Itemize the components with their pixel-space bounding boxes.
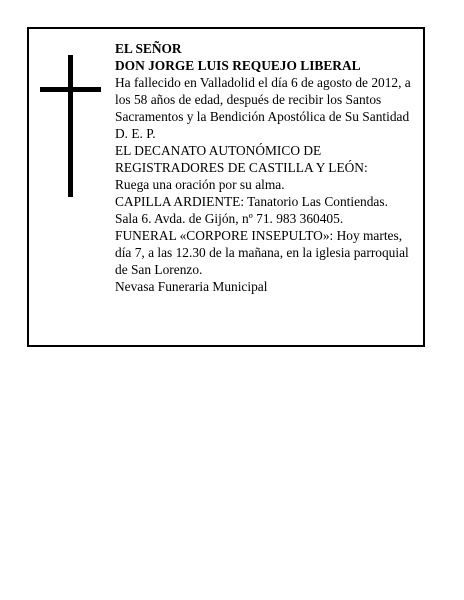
notice-body-line: CAPILLA ARDIENTE: Tanatorio Las Contiendas. — [115, 194, 388, 209]
notice-body-line: REGISTRADORES DE CASTILLA Y LEÓN: — [115, 160, 368, 175]
notice-body-line: Nevasa Funeraria Municipal — [115, 279, 268, 294]
obituary-notice — [27, 27, 425, 347]
notice-body-line: los 58 años de edad, después de recibir los Santos — [115, 92, 382, 107]
notice-title-line1: EL SEÑOR — [115, 41, 182, 56]
cross-icon-vertical-bar — [68, 55, 73, 197]
notice-body-line: EL DECANATO AUTONÓMICO DE — [115, 143, 322, 158]
cross-icon-horizontal-bar — [40, 87, 101, 92]
notice-body-line: FUNERAL «CORPORE INSEPULTO»: Hoy martes, — [115, 228, 403, 243]
notice-body-line: Ha fallecido en Valladolid el día 6 de agosto de 2012, a — [115, 75, 411, 90]
notice-body-line: D. E. P. — [115, 126, 156, 141]
notice-body-line: día 7, a las 12.30 de la mañana, en la iglesia parroquial — [115, 245, 409, 260]
notice-deceased-name: DON JORGE LUIS REQUEJO LIBERAL — [115, 58, 361, 73]
notice-body-line: Sacramentos y la Bendición Apostólica de Su Santidad — [115, 109, 410, 124]
notice-text — [115, 40, 425, 295]
notice-body-line: Sala 6. Avda. de Gijón, nº 71. 983 360405. — [115, 211, 344, 226]
notice-body-line: de San Lorenzo. — [115, 262, 203, 277]
notice-body-line: Ruega una oración por su alma. — [115, 177, 285, 192]
